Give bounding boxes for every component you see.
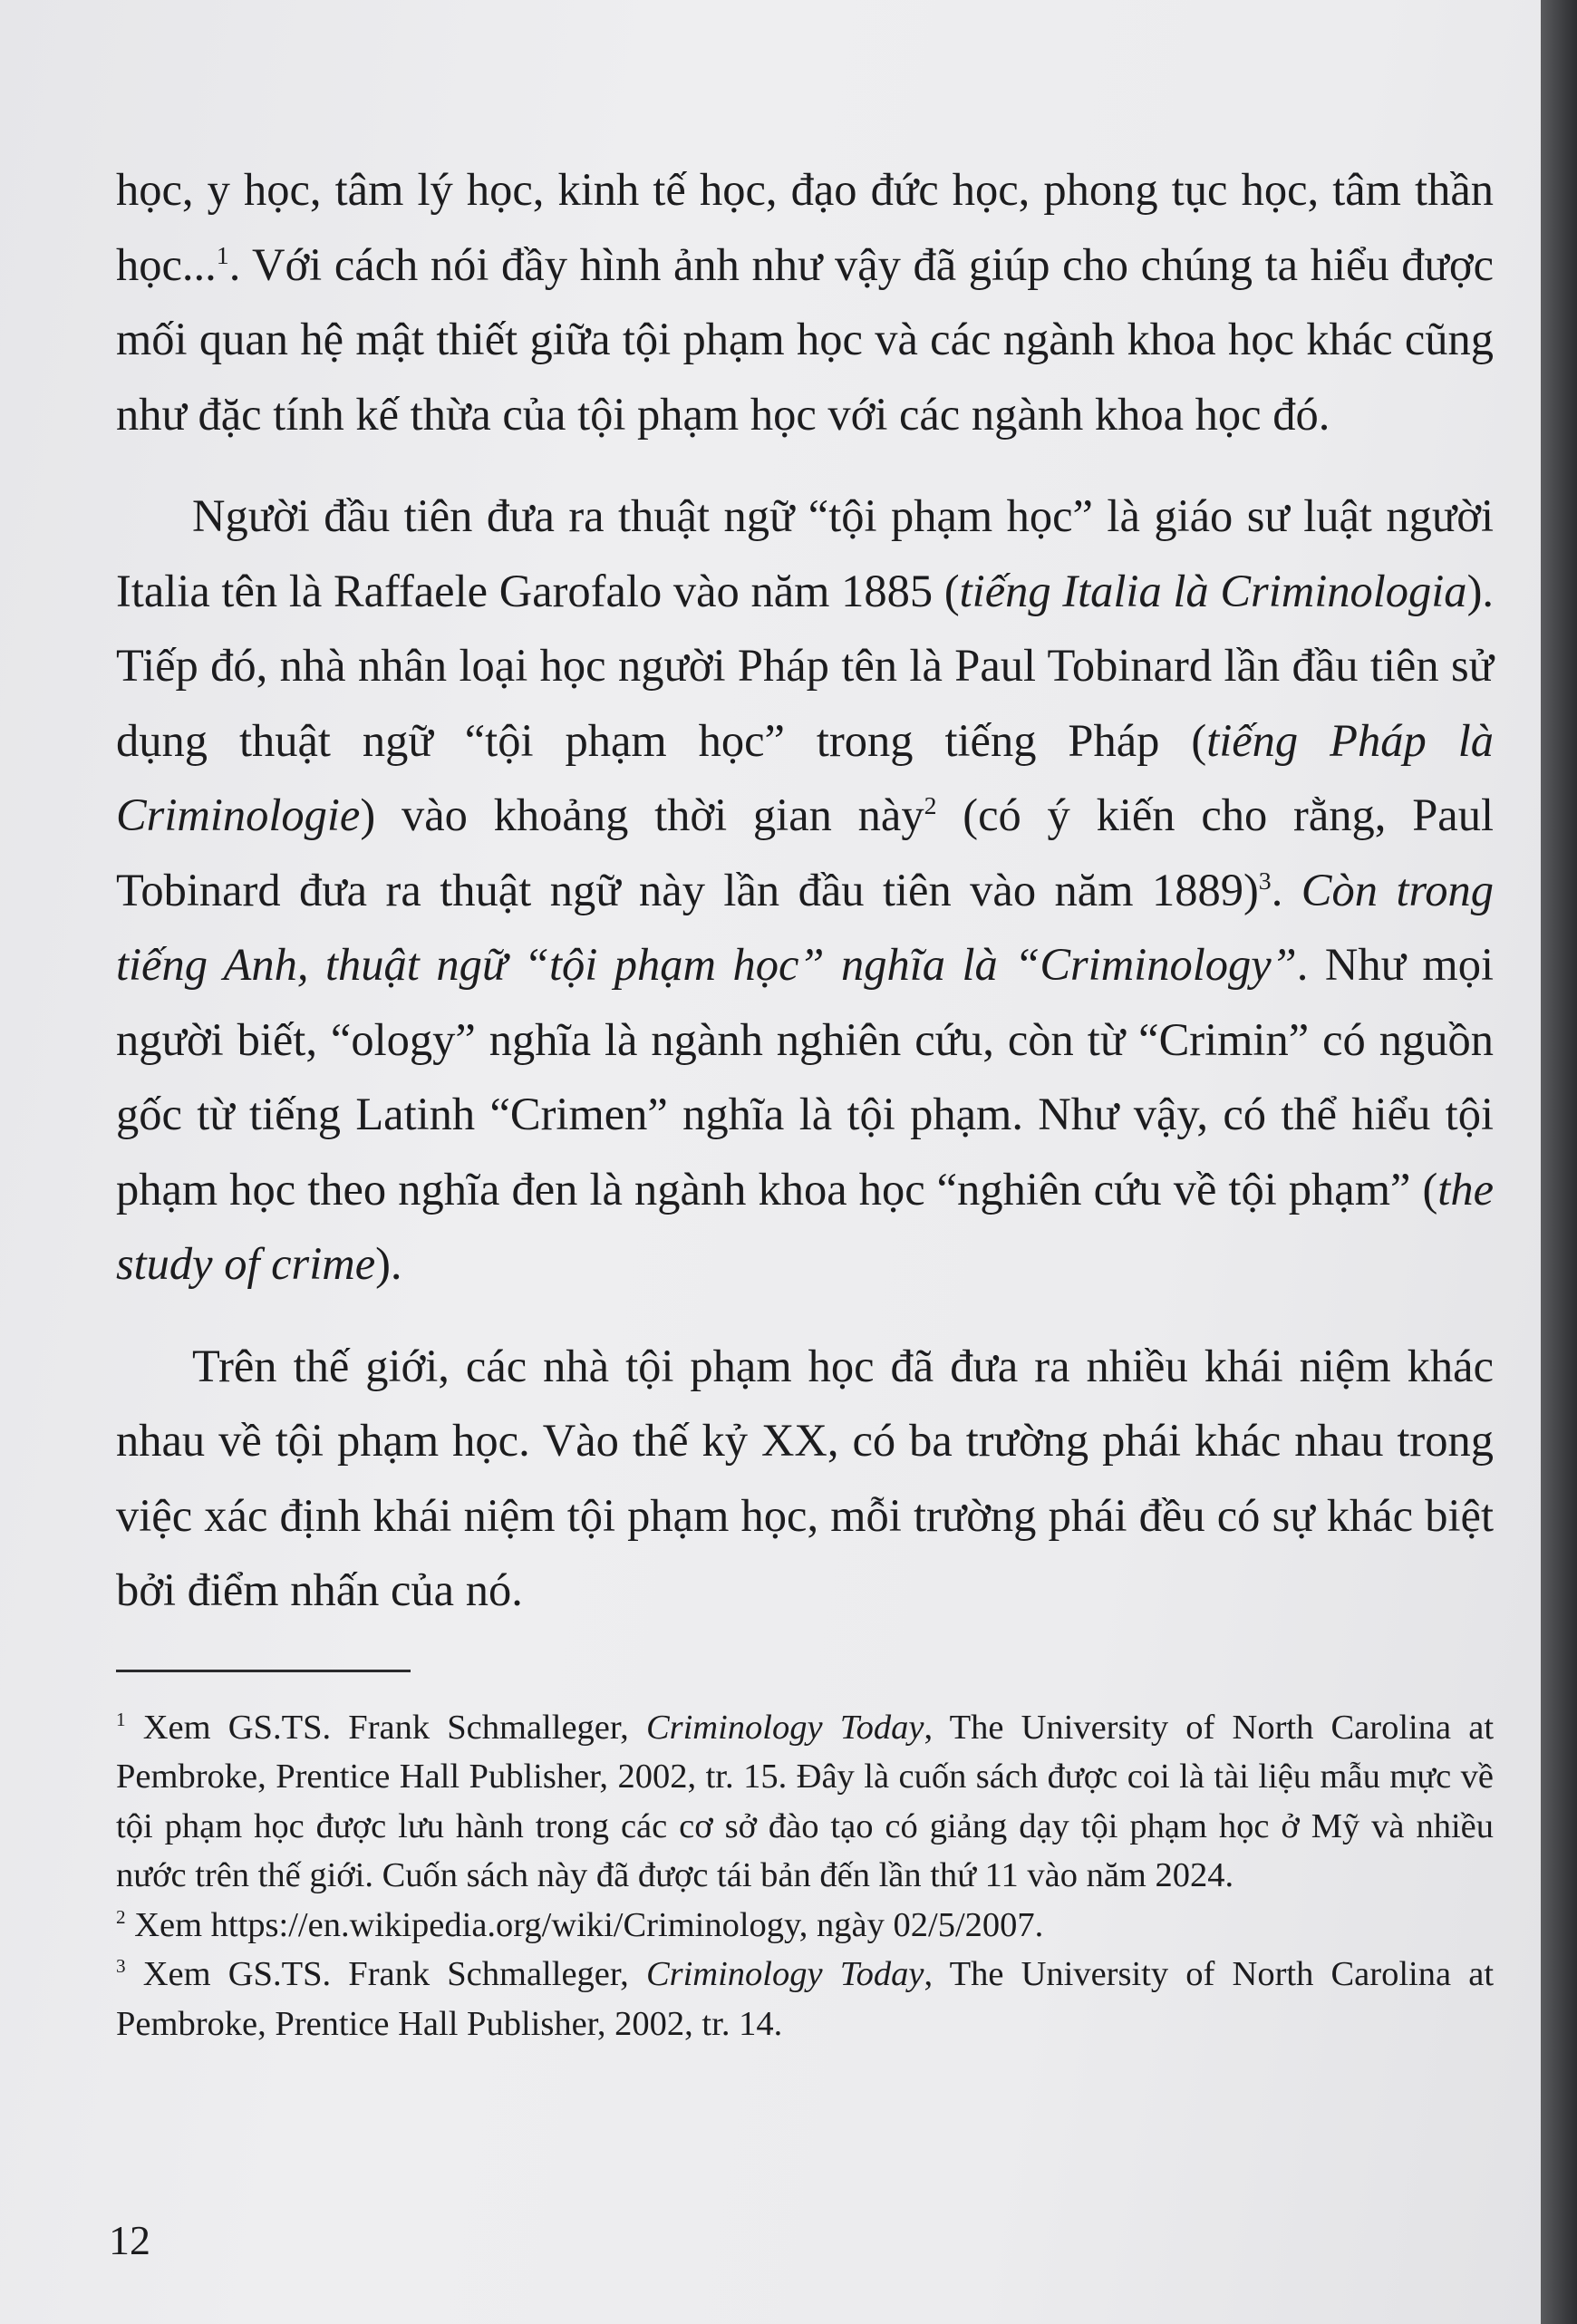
footnote-2 bbox=[116, 1901, 1494, 1951]
paragraph-text: ). Tiếp đó, nhà nhân loại học người Pháp tên là Paul Tobinard lần đầu tiên sử dụng thuật ngữ “tội phạm học” trong tiếng Pháp ( bbox=[116, 565, 1495, 766]
footnote-text: Xem GS.TS. Frank Schmalleger, bbox=[125, 1955, 646, 1993]
footnote-1 bbox=[116, 1703, 1494, 1901]
page-content bbox=[116, 152, 1494, 2048]
footnote-3 bbox=[116, 1950, 1494, 2048]
footnote-text: Xem GS.TS. Frank Schmalleger, bbox=[125, 1708, 646, 1747]
paragraph-2 bbox=[116, 479, 1494, 1302]
italic-text: tiếng Italia là Criminologia bbox=[959, 565, 1467, 616]
paragraph-text: . Với cách nói đầy hình ảnh như vậy đã giúp cho chúng ta hiểu được mối quan hệ mật thiết giữa tội phạm học và các ngành khoa học khác cũng như đặc tính kế thừa của tội phạm học với các ngành khoa học đó. bbox=[116, 238, 1494, 440]
italic-text: tiếng Pháp là Criminologie bbox=[116, 714, 1494, 840]
footnote-text: , The University of North Carolina at Pembroke, Prentice Hall Publisher, 2002, tr. 15. Đây là cuốn sách được coi là tài liệu mẫu mực về tội phạm học được lưu hành trong các cơ sở đào tạo có giảng dạy tội phạm học ở Mỹ và nhiều nước trên thế giới. Cuốn sách này đã được tái bản đến lần thứ 11 vào năm 2024. bbox=[116, 1708, 1495, 1894]
footnote-marker: 3 bbox=[116, 1955, 126, 1978]
footnotes bbox=[116, 1703, 1494, 2049]
paragraph-text: (có ý kiến cho rằng, Paul Tobinard đưa ra thuật ngữ này lần đầu tiên vào năm 1889) bbox=[116, 789, 1494, 915]
paragraph-text: ). bbox=[375, 1238, 402, 1289]
footnote-divider bbox=[116, 1670, 411, 1672]
footnote-marker: 2 bbox=[116, 1905, 126, 1928]
footnote-ref-1: 1 bbox=[216, 241, 229, 270]
footnote-marker: 1 bbox=[116, 1708, 126, 1730]
footnote-ref-2: 2 bbox=[924, 792, 937, 821]
paragraph-3 bbox=[116, 1329, 1494, 1628]
italic-text: Còn trong tiếng Anh, thuật ngữ “tội phạm học” nghĩa là “Criminology” bbox=[116, 864, 1495, 990]
paragraph-text: Người đầu tiên đưa ra thuật ngữ “tội phạm học” là giáo sư luật người Italia tên là Raffaele Garofalo vào năm 1885 ( bbox=[116, 490, 1494, 616]
paragraph-1 bbox=[116, 152, 1494, 451]
italic-text: the study of crime bbox=[116, 1163, 1494, 1289]
paragraph-text: . Như mọi người biết, “ology” nghĩa là ngành nghiên cứu, còn từ “Crimin” có nguồn gốc từ tiếng Latinh “Crimen” nghĩa là tội phạm. Như vậy, có thể hiểu tội phạm học theo nghĩa đen là ngành khoa học “nghiên cứu về tội phạm” ( bbox=[116, 939, 1494, 1215]
footnote-italic: Criminology Today bbox=[645, 1708, 924, 1747]
footnote-ref-3: 3 bbox=[1258, 867, 1272, 896]
paragraph-text: ) vào khoảng thời gian này bbox=[360, 789, 924, 840]
footnote-italic: Criminology Today bbox=[645, 1955, 924, 1993]
background-edge bbox=[1541, 0, 1577, 2324]
paragraph-text: . bbox=[1271, 864, 1301, 915]
paragraph-text: học, y học, tâm lý học, kinh tế học, đạo đức học, phong tục học, tâm thần học... bbox=[116, 164, 1494, 290]
footnote-text: , The University of North Carolina at Pembroke, Prentice Hall Publisher, 2002, tr. 14. bbox=[116, 1955, 1495, 2043]
paragraph-text: Trên thế giới, các nhà tội phạm học đã đưa ra nhiều khái niệm khác nhau về tội phạm học. Vào thế kỷ XX, có ba trường phái khác nhau trong việc xác định khái niệm tội phạm học, mỗi trường phái đều có sự khác biệt bởi điểm nhấn của nó. bbox=[116, 1340, 1494, 1615]
page-number: 12 bbox=[109, 2217, 150, 2263]
footnote-text: Xem https://en.wikipedia.org/wiki/Criminology, ngày 02/5/2007. bbox=[125, 1905, 1044, 1944]
